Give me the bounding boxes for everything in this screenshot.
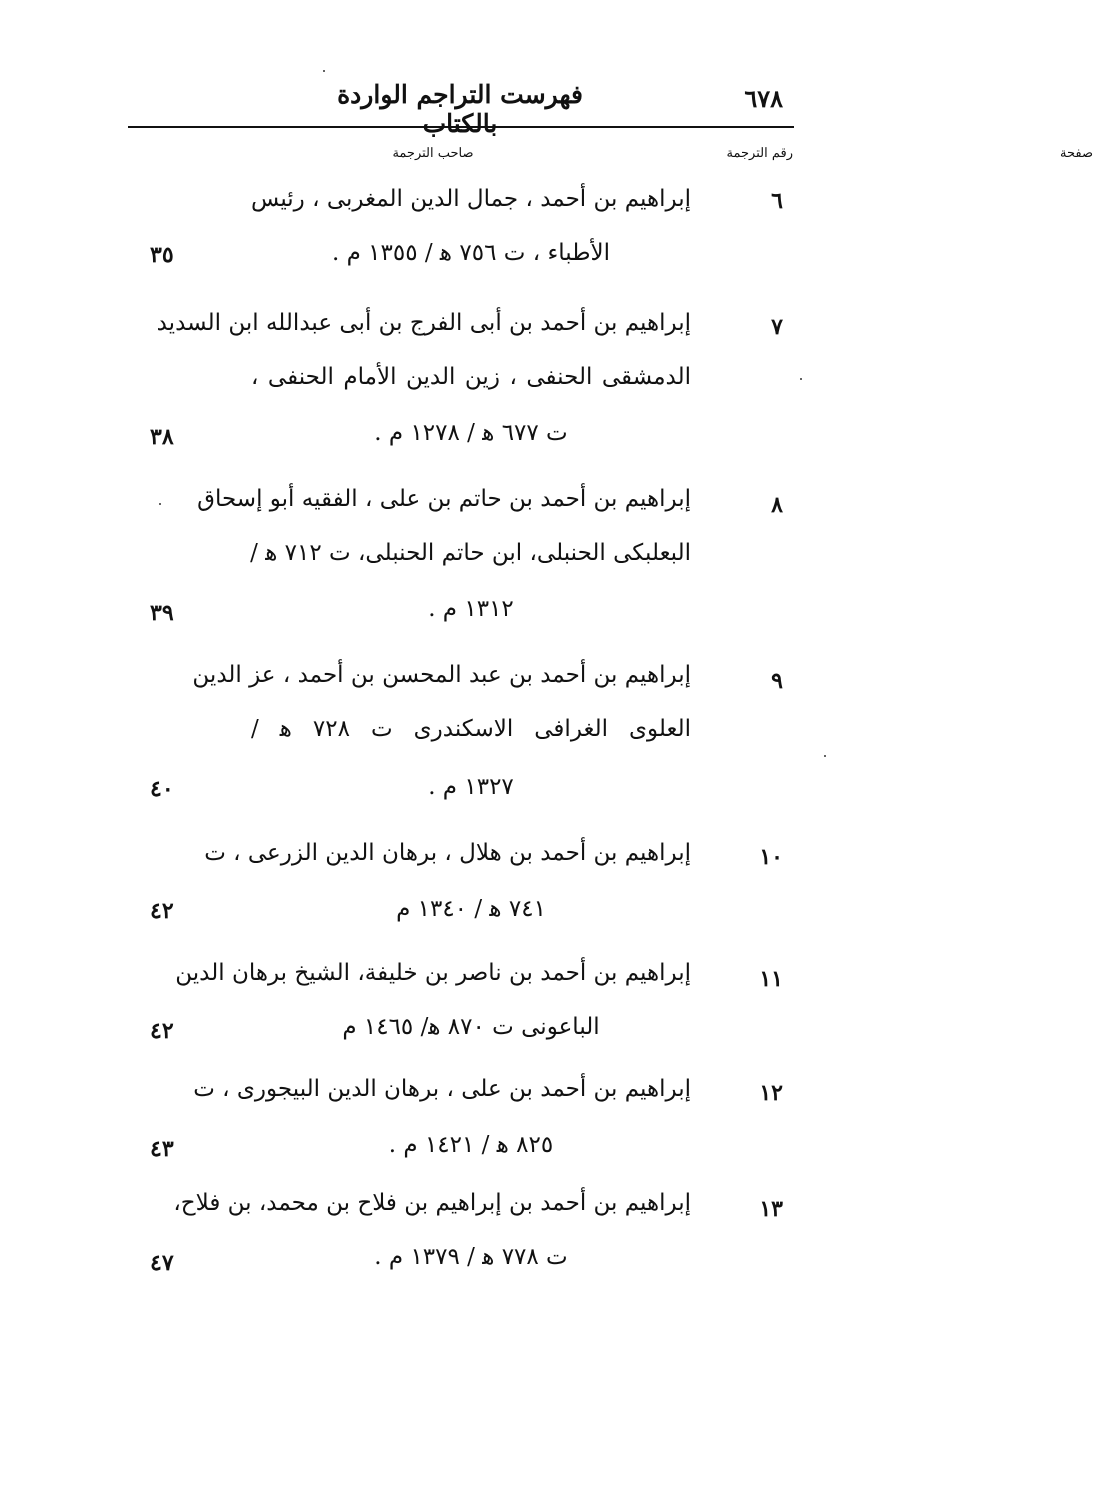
entry-line: ١٣١٢ م .	[428, 596, 514, 622]
scan-speck	[323, 70, 325, 72]
column-header-page: صفحة	[1060, 146, 1093, 161]
header-rule	[128, 126, 794, 128]
entry-line: الدمشقى الحنفى ، زين الدين الأمام الحنفى ،	[251, 364, 691, 390]
entry-page: ٣٩	[150, 600, 174, 626]
entry-page: ٤٧	[150, 1250, 174, 1276]
entry-number: ٧	[771, 314, 783, 340]
entry-line: ت ٦٧٧ ﻫ / ١٢٧٨ م .	[374, 420, 568, 446]
entry-number: ١٣	[759, 1196, 783, 1222]
entry-line: الباعونى ت ٨٧٠ ﻫ/ ١٤٦٥ م	[342, 1014, 600, 1040]
entry-line: إبراهيم بن أحمد بن عبد المحسن بن أحمد ، عز الدين	[192, 662, 691, 688]
entry-page: ٤٢	[150, 898, 174, 924]
entry-line: إبراهيم بن أحمد ، جمال الدين المغربى ، رئيس	[251, 186, 691, 212]
entry-line: إبراهيم بن أحمد بن ناصر بن خليفة، الشيخ برهان الدين	[175, 960, 691, 986]
entry-line: إبراهيم بن أحمد بن هلال ، برهان الدين الزرعى ، ت	[204, 840, 691, 866]
scan-speck	[824, 755, 826, 757]
entry-line: ٧٤١ ﻫ / ١٣٤٠ م	[396, 896, 546, 922]
entry-line: إبراهيم بن أحمد بن أبى الفرج بن أبى عبدالله ابن السديد	[156, 310, 691, 336]
scan-speck	[800, 378, 802, 380]
page-number: ٦٧٨	[744, 84, 783, 113]
entry-line: إبراهيم بن أحمد بن إبراهيم بن فلاح بن محمد، بن فلاح،	[173, 1190, 691, 1216]
entry-page: ٤٠	[150, 776, 174, 802]
entry-line: إبراهيم بن أحمد بن حاتم بن على ، الفقيه أبو إسحاق	[197, 486, 691, 512]
column-header-number: رقم الترجمة	[726, 146, 793, 161]
running-title: فهرست التراجم الواردة بالكتاب	[337, 80, 583, 138]
entry-line: البعلبكى الحنبلى، ابن حاتم الحنبلى، ت ٧١٢ ﻫ /	[250, 540, 691, 566]
entry-number: ١٠	[759, 844, 783, 870]
entry-line: ١٣٢٧ م .	[428, 774, 514, 800]
entry-number: ٨	[771, 492, 783, 518]
entry-line: إبراهيم بن أحمد بن على ، برهان الدين البيجورى ، ت	[193, 1076, 691, 1102]
entry-page: ٤٢	[150, 1018, 174, 1044]
entry-line: ت ٧٧٨ ﻫ / ١٣٧٩ م .	[374, 1244, 568, 1270]
entry-page: ٤٣	[150, 1136, 174, 1162]
entry-line: العلوى الغرافى الاسكندرى ت ٧٢٨ ﻫ /	[251, 716, 692, 742]
entry-page: ٣٥	[150, 242, 174, 268]
entry-line: ٨٢٥ ﻫ / ١٤٢١ م .	[388, 1132, 554, 1158]
entry-page: ٣٨	[150, 424, 174, 450]
column-header-name: صاحب الترجمة	[392, 146, 474, 161]
entry-number: ٩	[771, 668, 783, 694]
entry-line: الأطباء ، ت ٧٥٦ ﻫ / ١٣٥٥ م .	[331, 240, 611, 266]
entry-number: ١١	[759, 966, 783, 992]
entry-number: ٦	[771, 188, 783, 214]
entry-number: ١٢	[759, 1080, 783, 1106]
scan-speck	[159, 503, 161, 505]
